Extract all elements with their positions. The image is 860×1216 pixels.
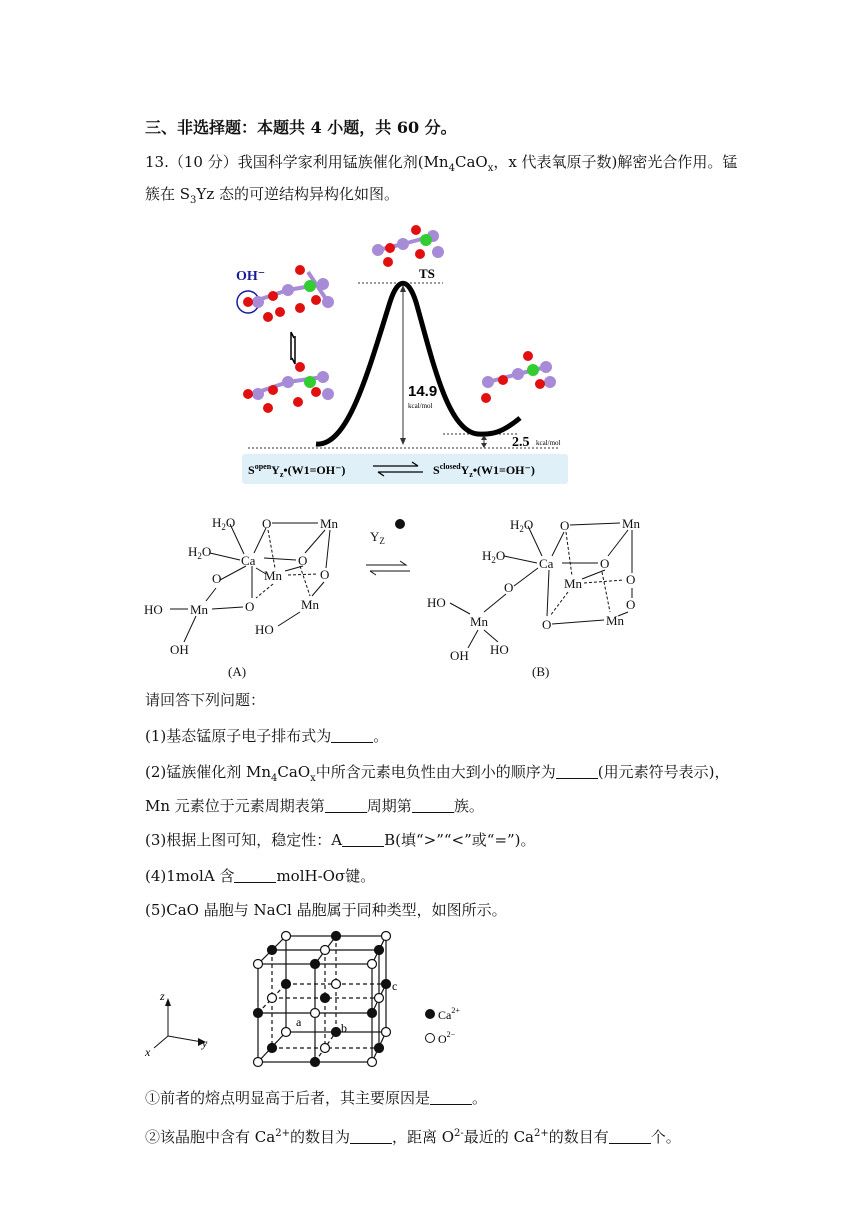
svg-text:HO: HO <box>255 622 274 637</box>
barrier-value: 14.9 <box>408 383 438 400</box>
question-4: (4)1molA 含 molH-Oσ键。 <box>145 867 376 885</box>
label-a: (A) <box>228 664 247 679</box>
svg-text:Mn: Mn <box>190 602 209 617</box>
answer-blank[interactable] <box>350 1129 392 1144</box>
structure-b <box>427 516 641 679</box>
point-c-label: c <box>392 979 398 993</box>
svg-text:O: O <box>600 556 610 571</box>
svg-text:Ca: Ca <box>539 556 554 571</box>
svg-text:O: O <box>245 599 255 614</box>
axes <box>144 989 208 1059</box>
svg-text:y: y <box>202 1036 208 1050</box>
crystal-lattice-figure <box>140 924 480 1074</box>
state-closed-label: $S^{closed}Y_z•(W1=OH^-)$ <box>433 462 535 479</box>
barrier-unit: kcal/mol <box>408 402 433 410</box>
q13-intro-line2: 簇在 $S_3Yz$ 态的可逆结构异构化如图。 <box>145 185 399 206</box>
question-2-line2: Mn 元素位于元素周期表第 周期第 族。 <box>145 797 484 815</box>
svg-text:Mn: Mn <box>301 597 320 612</box>
svg-text:O: O <box>298 553 308 568</box>
svg-text:Ca: Ca <box>241 553 256 568</box>
svg-text:OH: OH <box>450 648 469 663</box>
answer-blank[interactable] <box>234 868 276 883</box>
svg-text:Ca2+: $Ca^{2+}$ <box>438 1006 460 1022</box>
svg-text:O: O <box>212 571 222 586</box>
delta-unit: kcal/mol <box>536 439 561 447</box>
q13-intro-line1: 13.（10 分）我国科学家利用锰族催化剂($Mn_4CaO_x$，x 代表氧原子数)解密光合作用。锰 <box>145 153 738 174</box>
answer-blank[interactable] <box>342 832 384 847</box>
answer-blank[interactable] <box>412 798 454 813</box>
state-open-label: $S^{open}Y_z•(W1=OH^-)$ <box>248 462 346 479</box>
structure-figure <box>140 508 680 682</box>
molecule-cluster-bottom-left <box>243 362 334 413</box>
svg-text:HO: HO <box>144 602 163 617</box>
legend <box>426 1006 461 1046</box>
answer-blank[interactable] <box>325 798 367 813</box>
question-1: (1)基态锰原子电子排布式为 。 <box>145 727 389 745</box>
answer-blank[interactable] <box>430 1090 472 1105</box>
molecule-cluster-ts <box>372 225 444 267</box>
svg-text:O2−: $O^{2-}$ <box>438 1030 456 1046</box>
svg-text:HO: HO <box>490 642 509 657</box>
point-b-label: b <box>341 1021 347 1035</box>
label-b: (B) <box>532 664 550 679</box>
svg-text:Mn: Mn <box>606 613 625 628</box>
svg-text:Mn: Mn <box>264 568 283 583</box>
answer-prompt: 请回答下列问题： <box>145 691 266 709</box>
svg-text:Mn: Mn <box>470 614 489 629</box>
svg-text:Mn: Mn <box>622 516 641 531</box>
question-5: (5)CaO 晶胞与 NaCl 晶胞属于同种类型，如图所示。 <box>145 901 507 919</box>
question-3: (3)根据上图可知，稳定性：A B(填“>”“<”或“=”)。 <box>145 831 536 849</box>
svg-text:Mn: Mn <box>564 576 583 591</box>
svg-text:O: O <box>626 572 636 587</box>
svg-text:YZ: $Y_Z$ <box>370 529 385 546</box>
section-heading: 三、非选择题：本题共 4 小题，共 60 分。 <box>145 118 457 137</box>
svg-text:O: O <box>320 567 330 582</box>
oh-label: OH⁻ <box>236 269 266 284</box>
answer-blank[interactable] <box>331 728 373 743</box>
energy-curve <box>316 283 520 444</box>
svg-text:O: O <box>626 597 636 612</box>
svg-text:O: O <box>542 617 552 632</box>
svg-text:x: x <box>145 1045 151 1059</box>
molecule-cluster-right <box>481 351 556 403</box>
svg-text:z: z <box>160 989 165 1003</box>
ts-label: TS <box>419 266 435 281</box>
svg-text:O: O <box>262 516 272 531</box>
answer-blank[interactable] <box>556 764 598 779</box>
energy-profile-figure <box>228 222 578 490</box>
svg-text:H2O: $H_2O$ <box>188 544 212 561</box>
svg-text:Mn: Mn <box>320 516 339 531</box>
svg-text:H2O: $H_2O$ <box>510 517 534 534</box>
lattice-atoms <box>254 932 391 1067</box>
answer-blank[interactable] <box>609 1129 651 1144</box>
question-2-line1: (2)锰族催化剂 $Mn_4CaO_x$中所含元素电负性由大到小的顺序为 (用元素符号表示)， <box>145 763 730 784</box>
question-5-1: ①前者的熔点明显高于后者，其主要原因是 。 <box>145 1089 488 1107</box>
svg-text:O: O <box>560 518 570 533</box>
delta-value: 2.5 <box>512 435 530 450</box>
svg-text:O: O <box>504 580 514 595</box>
svg-text:H2O: $H_2O$ <box>212 515 236 532</box>
svg-text:HO: HO <box>427 595 446 610</box>
structure-a <box>144 515 339 679</box>
svg-text:H2O: $H_2O$ <box>482 548 506 565</box>
point-a-label: a <box>296 1015 302 1029</box>
svg-text:OH: OH <box>170 642 189 657</box>
question-5-2: ②该晶胞中含有 $Ca^{2+}$的数目为 ，距离 $O^{2-}$最近的 $Ca^{2+}$的数目有 个。 <box>145 1128 681 1146</box>
